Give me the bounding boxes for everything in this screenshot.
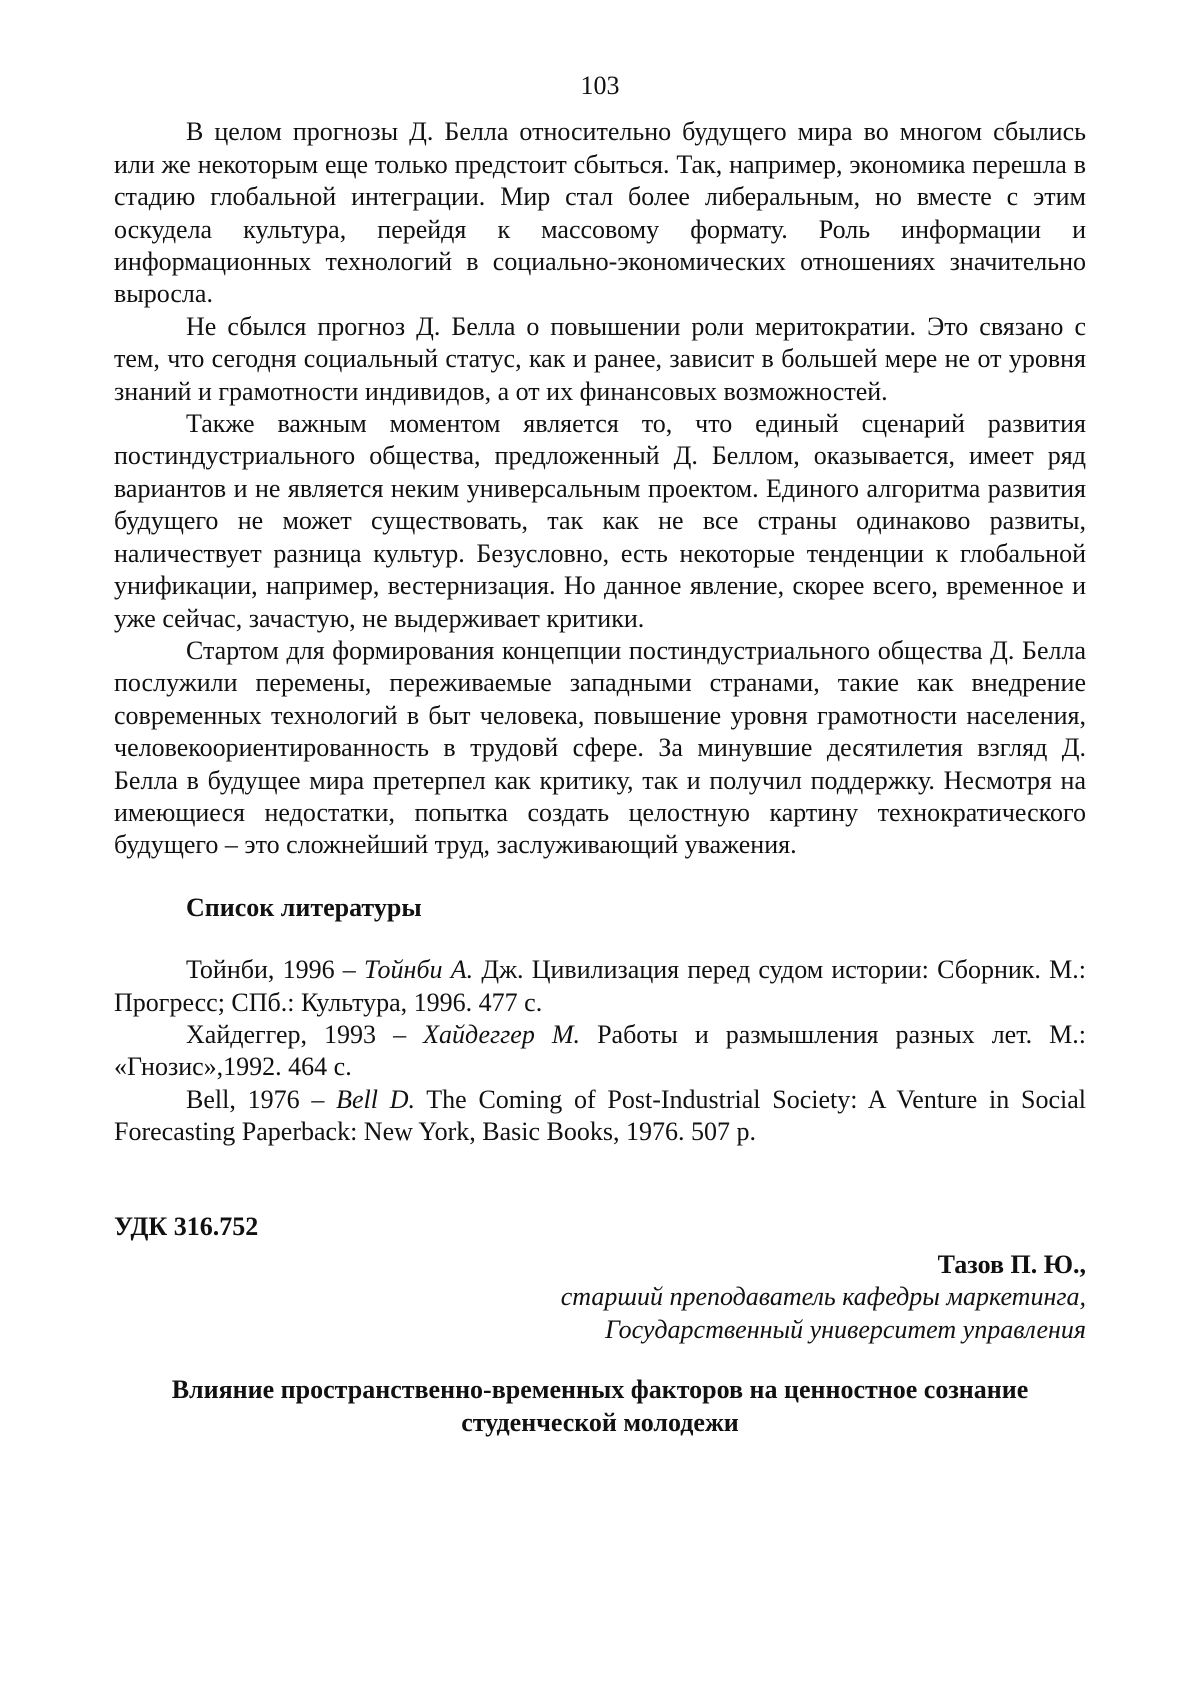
reference-text: Дж. Цивилизация перед судом истории: Сборник. М.: Прогресс; СПб.: Культура, 1996. 477 с. bbox=[114, 955, 1086, 1017]
reference-author: Хайдеггер М. bbox=[423, 1019, 581, 1049]
reference-item bbox=[114, 1084, 1086, 1149]
reference-prefix: Bell, 1976 – bbox=[186, 1084, 337, 1114]
body-paragraph: Стартом для формирования концепции постиндустриального общества Д. Белла послужили перемены, переживаемые западными странами, такие как внедрение современных технологий в быт человека, повышение уровня грамотности населения, человекоориентированность в трудовй сфере. За минувшие десятилетия взгляд Д. Белла в будущее мира претерпел как критику, так и получил поддержку. Несмотря на имеющиеся недостатки, попытка создать целостную картину технократического будущего – это сложнейший труд, заслуживающий уважения. bbox=[114, 635, 1086, 860]
reference-prefix: Хайдеггер, 1993 – bbox=[186, 1019, 424, 1049]
reference-author: Bell D. bbox=[336, 1084, 415, 1114]
reference-text: Работы и размышления разных лет. М.: «Гнозис»,1992. 464 с. bbox=[114, 1019, 1086, 1082]
body-paragraph: В целом прогнозы Д. Белла относительно будущего мира во многом сбылись или же некоторым еще только предстоит сбыться. Так, например, экономика перешла в стадию глобальной интеграции. Мир стал более либеральным, но вместе с этим оскудела культура, перейдя к массовому формату. Роль информации и информационных технологий в социально-экономических отношениях значительно выросла. bbox=[114, 117, 1086, 309]
author-block bbox=[114, 1249, 1086, 1346]
reference-author: Тойнби А. bbox=[364, 955, 474, 985]
udk-code: УДК 316.752 bbox=[114, 1211, 259, 1241]
article-title bbox=[114, 1374, 1086, 1439]
author-affiliation: Государственный университет управления bbox=[605, 1314, 1086, 1344]
article-title-line: Влияние пространственно-временных факторов на ценностное сознание bbox=[171, 1375, 1029, 1405]
reference-prefix: Тойнби, 1996 – bbox=[186, 955, 365, 985]
body-paragraph: Также важным моментом является то, что единый сценарий развития постиндустриального общества, предложенный Д. Беллом, оказывается, имеет ряд вариантов и не является неким универсальным проектом. Единого алгоритма развития будущего не может существовать, так как не все страны одинаково развиты, наличествует разница культур. Безусловно, есть некоторые тенденции к глобальной унификации, например, вестернизация. Но данное явление, скорее всего, временное и уже сейчас, зачастую, не выдерживает критики. bbox=[114, 409, 1086, 633]
body-paragraph: Не сбылся прогноз Д. Белла о повышении роли меритократии. Это связано с тем, что сегодня социальный статус, как и ранее, зависит в большей мере не от уровня знаний и грамотности индивидов, а от их финансовых возможностей. bbox=[114, 311, 1086, 406]
author-position: старший преподаватель кафедры маркетинга, bbox=[560, 1282, 1086, 1312]
page-number: 103 bbox=[580, 71, 620, 100]
document-page bbox=[114, 70, 1086, 1439]
references-list bbox=[114, 954, 1086, 1148]
article-title-line: студенческой молодежи bbox=[461, 1407, 739, 1437]
reference-text: The Coming of Post-Industrial Society: A Venture in Social Forecasting Paperback: New York, Basic Books, 1976. 507 p. bbox=[114, 1084, 1086, 1147]
references-heading: Список литературы bbox=[186, 892, 422, 922]
reference-item bbox=[114, 954, 1086, 1019]
reference-item bbox=[114, 1019, 1086, 1084]
author-name: Тазов П. Ю., bbox=[937, 1250, 1086, 1279]
